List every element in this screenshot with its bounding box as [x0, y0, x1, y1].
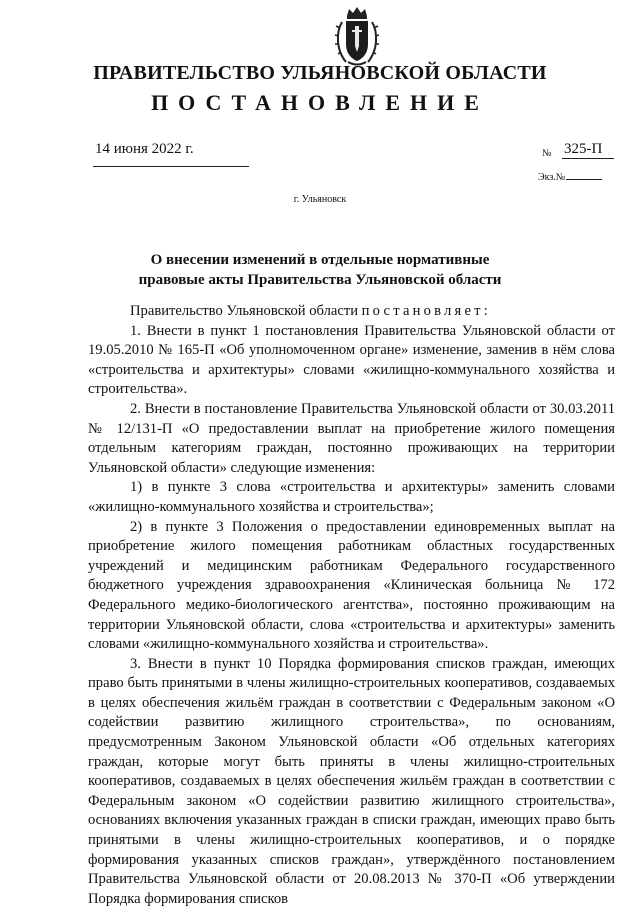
preamble-start: Правительство Ульяновской области — [130, 303, 362, 319]
document-title — [0, 250, 640, 290]
copy-label: Экз.№ — [538, 172, 566, 183]
copy-number — [538, 172, 602, 183]
document-type: ПОСТАНОВЛЕНИЕ — [151, 90, 489, 115]
number-label: № — [542, 148, 552, 159]
document-date: 14 июня 2022 г. — [95, 141, 194, 157]
paragraph-1: 1. Внести в пункт 1 постановления Правительства Ульяновской области от 19.05.2010 № 165-П «Об уполномоченном органе» изменение, заменив в нём слова «строительства и архитектуры» словами «жилищно-коммунального хозяйства и строительства». — [88, 322, 615, 398]
government-name: ПРАВИТЕЛЬСТВО УЛЬЯНОВСКОЙ ОБЛАСТИ — [93, 62, 547, 84]
preamble — [88, 302, 615, 322]
document-number: 325-П — [562, 141, 614, 159]
city: г. Ульяновск — [293, 194, 347, 205]
document-body — [88, 302, 615, 909]
title-line-1: О внесении изменений в отдельные нормативные — [150, 252, 490, 268]
paragraph-2-item-2: 2) в пункте 3 Положения о предоставлении единовременных выплат на приобретение жилого помещения работникам областных государственных учреждений и медицинским работникам Федерального государственного бюджетного учреждения здравоохранения «Клиническая больница № 172 Федерального медико-биологического агентства», постоянно проживающим на территории Ульяновской области, слова «строительства и архитектуры» заменить словами «жилищно-коммунального хозяйства и строительства». — [88, 518, 615, 653]
title-line-2: правовые акты Правительства Ульяновской области — [138, 272, 502, 288]
preamble-end: : — [483, 303, 488, 319]
paragraph-3: 3. Внести в пункт 10 Порядка формирования списков граждан, имеющих право быть принятыми в члены жилищно-строительных кооперативов, создаваемых в целях обеспечения жильём граждан в соответствии с Федеральным законом «О содействии развитию жилищного строительства», по основаниям, предусмотренным Законом Ульяновской области «Об отдельных категориях граждан, которые могут быть приняты в члены жилищно-строительных кооперативов, создаваемых в целях обеспечения жильём граждан в соответствии с Федеральным законом «О содействии развитию жилищного строительства», основаниях включения указанных граждан в списки граждан, имеющих право быть принятыми в члены жилищно-строительных кооперативов, и о порядке формирования указанных списков граждан», утверждённого постановлением Правительства Ульяновской области от 20.08.2013 № 370-П «Об утверждении Порядка формирования списков — [88, 655, 615, 907]
copy-blank-line — [566, 179, 602, 180]
preamble-spaced: постановляет — [361, 303, 484, 319]
paragraph-2-item-1: 1) в пункте 3 слова «строительства и архитектуры» заменить словами «жилищно-коммунального хозяйства и строительства»; — [88, 479, 615, 515]
coat-of-arms-emblem — [334, 6, 380, 68]
paragraph-2: 2. Внести в постановление Правительства Ульяновской области от 30.03.2011 № 12/131-П «О предоставлении выплат на приобретение жилого помещения отдельным категориям граждан, постоянно проживающих на территории Ульяновской области» следующие изменения: — [88, 400, 615, 476]
date-underline — [93, 166, 249, 167]
